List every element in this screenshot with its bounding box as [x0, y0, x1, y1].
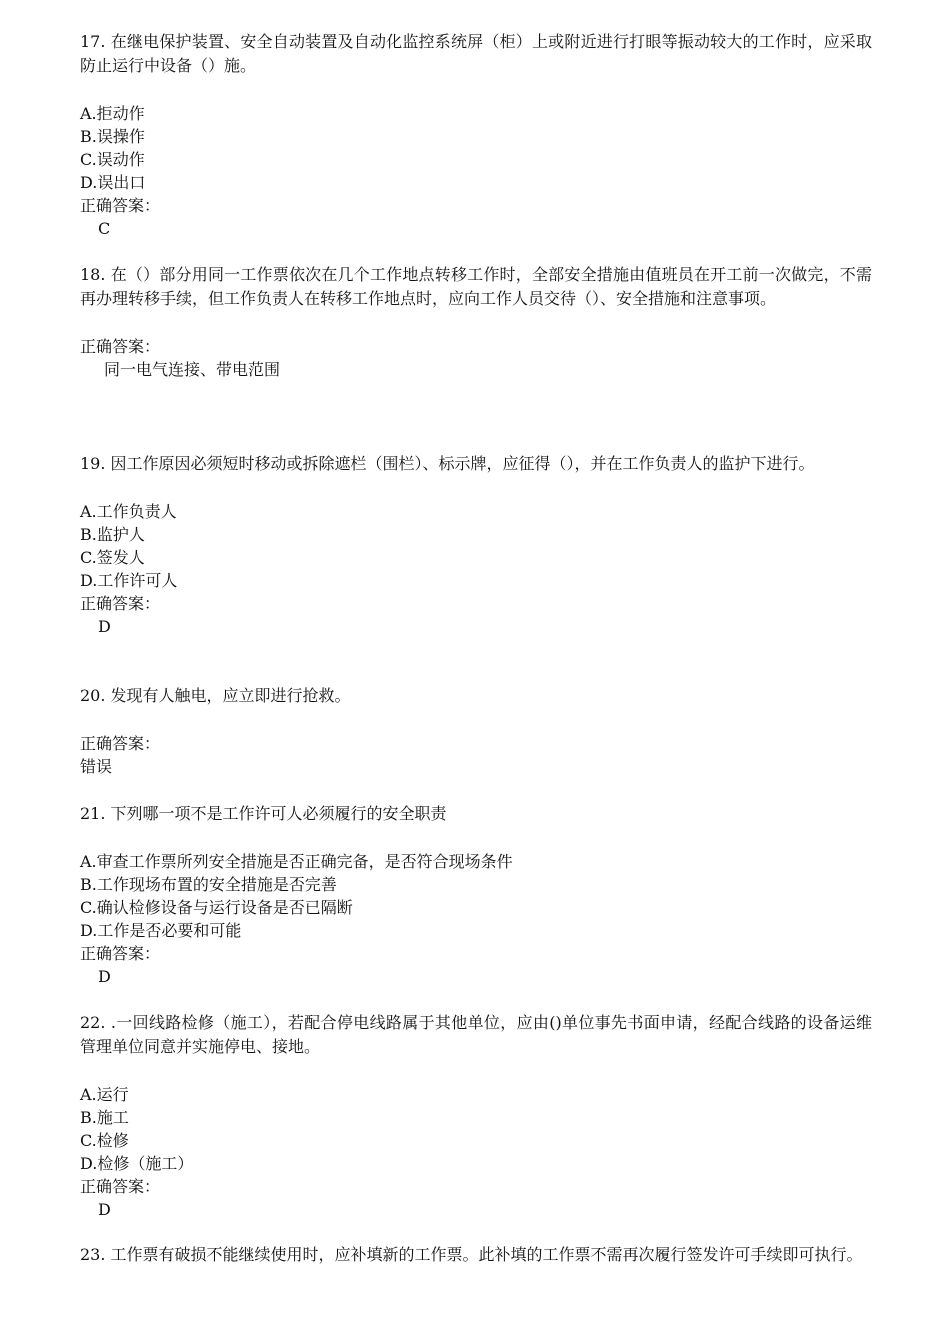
option-d: D.误出口	[80, 173, 146, 192]
answer-label: 正确答案：	[80, 1177, 161, 1196]
option-d: D.工作许可人	[80, 571, 178, 590]
option-d: D.检修（施工）	[80, 1154, 194, 1173]
answer-label: 正确答案：	[80, 944, 161, 963]
option-b: B.施工	[80, 1108, 129, 1127]
option-a: A.工作负责人	[80, 502, 177, 521]
answer-value: D	[98, 1200, 111, 1219]
question-stem: 22. .一回线路检修（施工），若配合停电线路属于其他单位，应由()单位事先书面申请，经配合线路的设备运维管理单位同意并实施停电、接地。	[80, 1013, 872, 1056]
answer-label: 正确答案：	[80, 594, 161, 613]
question-20	[80, 684, 872, 778]
answer-label: 正确答案：	[80, 196, 161, 215]
question-23	[80, 1243, 872, 1267]
option-c: C.签发人	[80, 548, 145, 567]
answer-value: D	[98, 617, 111, 636]
question-stem: 19. 因工作原因必须短时移动或拆除遮栏（围栏）、标示牌，应征得（），并在工作负责人的监护下进行。	[80, 454, 815, 473]
option-a: A.拒动作	[80, 104, 145, 123]
answer-value: C	[98, 219, 111, 238]
option-c: C.检修	[80, 1131, 129, 1150]
option-d: D.工作是否必要和可能	[80, 921, 242, 940]
option-b: B.误操作	[80, 127, 145, 146]
question-21	[80, 802, 872, 988]
question-17	[80, 30, 872, 240]
option-a: A.运行	[80, 1085, 129, 1104]
option-c: C.误动作	[80, 150, 145, 169]
option-b: B.监护人	[80, 525, 145, 544]
option-c: C.确认检修设备与运行设备是否已隔断	[80, 898, 353, 917]
answer-value: 同一电气连接、带电范围	[104, 360, 281, 379]
option-a: A.审查工作票所列安全措施是否正确完备，是否符合现场条件	[80, 852, 513, 871]
question-stem: 20. 发现有人触电，应立即进行抢救。	[80, 686, 351, 705]
answer-label: 正确答案：	[80, 337, 161, 356]
question-stem: 23. 工作票有破损不能继续使用时，应补填新的工作票。此补填的工作票不需再次履行签发许可手续即可执行。	[80, 1245, 863, 1264]
question-stem: 17. 在继电保护装置、安全自动装置及自动化监控系统屏（柜）上或附近进行打眼等振动较大的工作时，应采取防止运行中设备（）施。	[80, 32, 872, 75]
option-b: B.工作现场布置的安全措施是否完善	[80, 875, 337, 894]
question-18	[80, 263, 872, 381]
answer-value: 错误	[80, 757, 113, 776]
question-19	[80, 452, 872, 638]
question-stem: 18. 在（）部分用同一工作票依次在几个工作地点转移工作时，全部安全措施由值班员在开工前一次做完，不需再办理转移手续，但工作负责人在转移工作地点时，应向工作人员交待（）、安全措施和注意事项。	[80, 265, 872, 308]
question-22	[80, 1011, 872, 1221]
question-stem: 21. 下列哪一项不是工作许可人必须履行的安全职责	[80, 804, 447, 823]
answer-label: 正确答案：	[80, 734, 161, 753]
answer-value: D	[98, 967, 111, 986]
